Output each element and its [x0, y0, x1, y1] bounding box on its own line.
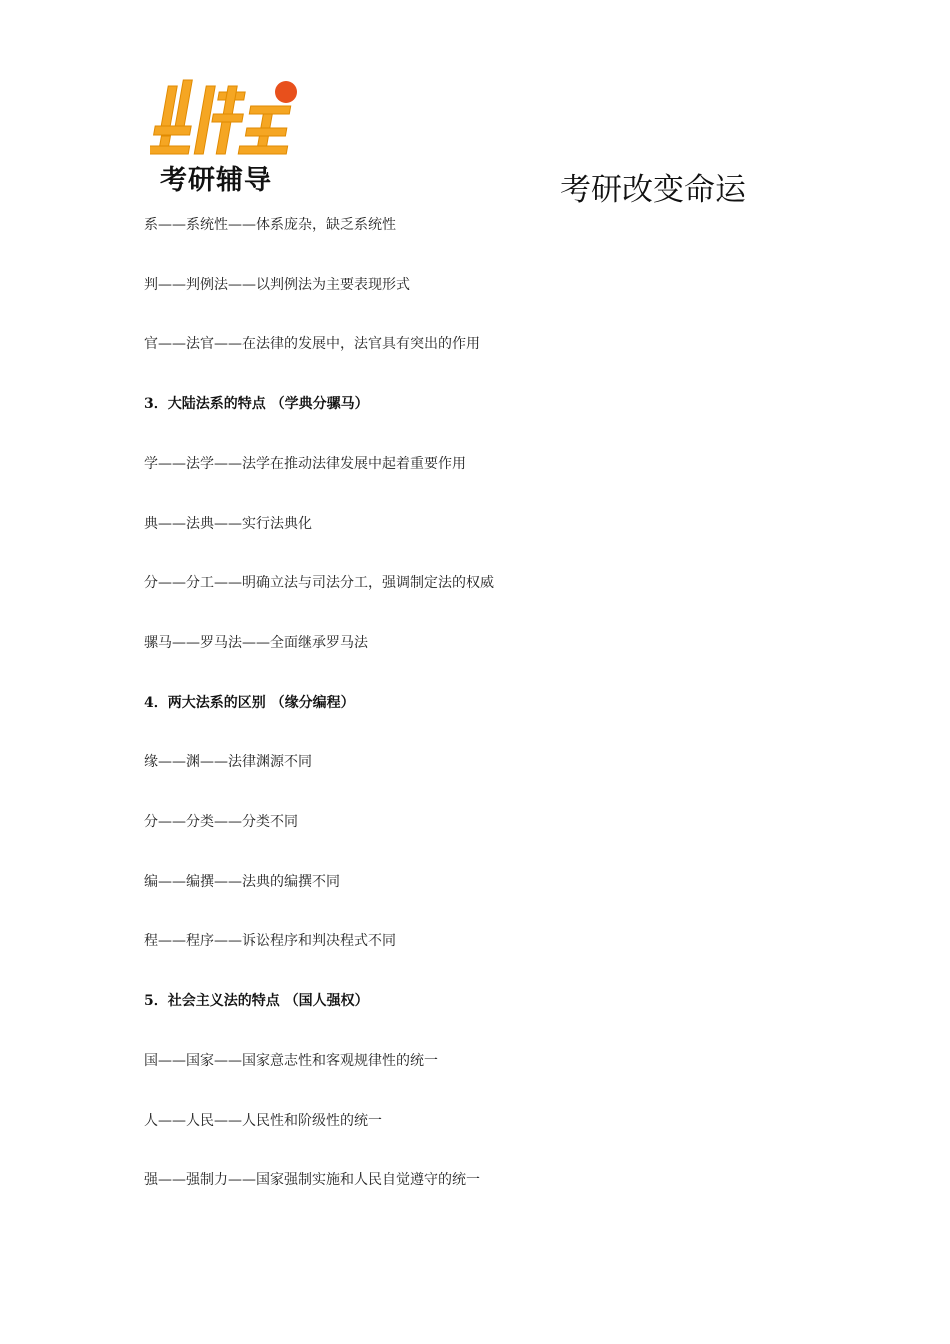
mnemonic-line: 学——法学——法学在推动法律发展中起着重要作用 [144, 456, 466, 472]
mnemonic-line: 人——人民——人民性和阶级性的统一 [144, 1113, 382, 1129]
mnemonic-line: 分——分工——明确立法与司法分工，强调制定法的权威 [144, 575, 494, 591]
mnemonic-line: 典——法典——实行法典化 [144, 516, 312, 532]
logo [150, 76, 310, 198]
mnemonic-line: 系——系统性——体系庞杂，缺乏系统性 [144, 217, 396, 233]
section-heading: 3．大陆法系的特点 （学典分骡马） [144, 396, 369, 412]
mnemonic-line: 判——判例法——以判例法为主要表现形式 [144, 277, 410, 293]
mnemonic-line: 骡马——罗马法——全面继承罗马法 [144, 635, 368, 651]
mnemonic-line: 官——法官——在法律的发展中，法官具有突出的作用 [144, 336, 480, 352]
section-heading: 5．社会主义法的特点 （国人强权） [144, 993, 369, 1009]
logo-dot [275, 81, 297, 103]
mnemonic-line: 编——编撰——法典的编撰不同 [144, 874, 340, 890]
logo-mark-icon [150, 76, 310, 158]
mnemonic-line: 分——分类——分类不同 [144, 814, 298, 830]
header-slogan: 考研改变命运 [560, 172, 746, 208]
logo-subtitle: 考研辅导 [160, 165, 272, 196]
mnemonic-line: 程——程序——诉讼程序和判决程式不同 [144, 933, 396, 949]
section-heading: 4．两大法系的区别 （缘分编程） [144, 695, 355, 711]
mnemonic-line: 国——国家——国家意志性和客观规律性的统一 [144, 1053, 438, 1069]
page-header [0, 0, 950, 210]
mnemonic-line: 强——强制力——国家强制实施和人民自觉遵守的统一 [144, 1172, 480, 1188]
mnemonic-line: 缘——渊——法律渊源不同 [144, 754, 312, 770]
